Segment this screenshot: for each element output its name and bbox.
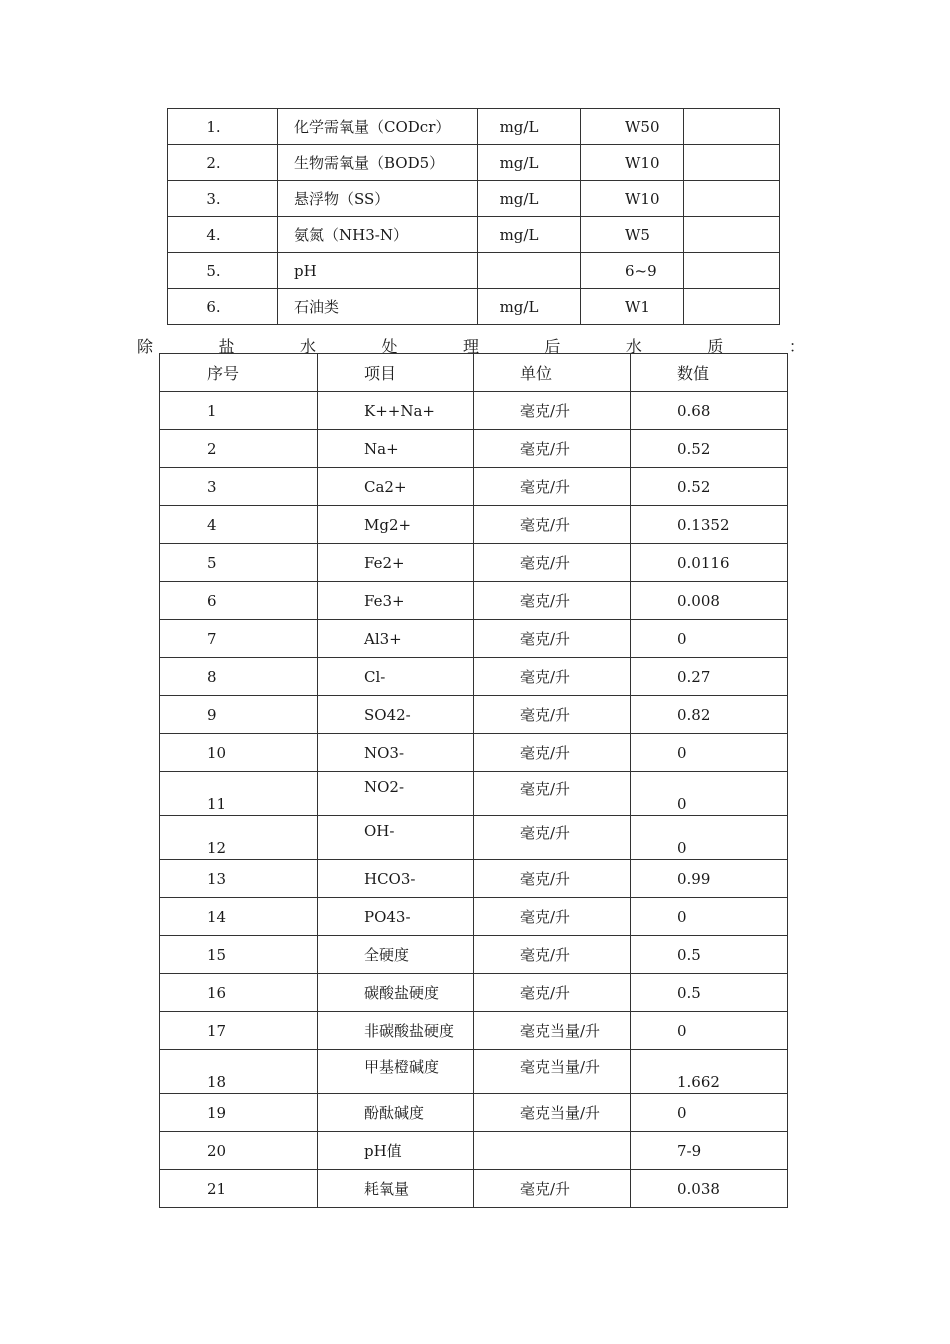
value: 0 xyxy=(631,898,788,936)
value: 0 xyxy=(631,816,788,860)
unit: 毫克/升 xyxy=(474,430,631,468)
unit: 毫克/升 xyxy=(474,506,631,544)
value: 0.82 xyxy=(631,696,788,734)
value: 0.5 xyxy=(631,936,788,974)
item-name: Na+ xyxy=(318,430,474,468)
table-row xyxy=(160,544,788,582)
value: 0.52 xyxy=(631,430,788,468)
note xyxy=(684,181,780,217)
table-row xyxy=(160,898,788,936)
row-number: 20 xyxy=(160,1132,318,1170)
row-number: 1 xyxy=(160,392,318,430)
limit-value: W10 xyxy=(581,145,684,181)
unit: 毫克/升 xyxy=(474,620,631,658)
heading-char: 水 xyxy=(299,337,316,356)
table-row xyxy=(168,181,780,217)
heading-char: 后 xyxy=(544,337,561,356)
unit: 毫克/升 xyxy=(474,582,631,620)
unit: mg/L xyxy=(478,145,581,181)
row-number: 1. xyxy=(168,109,278,145)
unit: 毫克当量/升 xyxy=(474,1012,631,1050)
row-number: 12 xyxy=(160,816,318,860)
unit: mg/L xyxy=(478,289,581,325)
item-name: 生物需氧量（BOD5） xyxy=(278,145,478,181)
table-row xyxy=(160,1132,788,1170)
item-name: HCO3- xyxy=(318,860,474,898)
table-row xyxy=(168,289,780,325)
unit: 毫克/升 xyxy=(474,544,631,582)
value: 7-9 xyxy=(631,1132,788,1170)
unit: 毫克/升 xyxy=(474,468,631,506)
table-row xyxy=(168,109,780,145)
table-row xyxy=(160,582,788,620)
value: 0 xyxy=(631,772,788,816)
table-row xyxy=(160,620,788,658)
row-number: 7 xyxy=(160,620,318,658)
row-number: 2 xyxy=(160,430,318,468)
unit: 毫克/升 xyxy=(474,1170,631,1208)
table-row xyxy=(160,1012,788,1050)
item-name: 悬浮物（SS） xyxy=(278,181,478,217)
item-name: OH- xyxy=(318,816,474,860)
item-name: pH值 xyxy=(318,1132,474,1170)
row-number: 16 xyxy=(160,974,318,1012)
row-number: 6 xyxy=(160,582,318,620)
item-name: Al3+ xyxy=(318,620,474,658)
table-row xyxy=(168,145,780,181)
item-name: 石油类 xyxy=(278,289,478,325)
heading-char: ： xyxy=(788,337,805,356)
heading-char: 除 xyxy=(137,337,154,356)
unit: 毫克当量/升 xyxy=(474,1050,631,1094)
value: 0 xyxy=(631,620,788,658)
note xyxy=(684,253,780,289)
unit: 毫克/升 xyxy=(474,658,631,696)
unit: 毫克/升 xyxy=(474,936,631,974)
note xyxy=(684,145,780,181)
table-row xyxy=(160,936,788,974)
value: 1.662 xyxy=(631,1050,788,1094)
heading-char: 理 xyxy=(462,337,479,356)
unit: mg/L xyxy=(478,217,581,253)
table-row xyxy=(160,658,788,696)
table-row xyxy=(160,772,788,816)
value: 0.99 xyxy=(631,860,788,898)
column-header: 单位 xyxy=(474,354,631,392)
unit: mg/L xyxy=(478,181,581,217)
item-name: Fe3+ xyxy=(318,582,474,620)
row-number: 9 xyxy=(160,696,318,734)
row-number: 2. xyxy=(168,145,278,181)
column-header: 项目 xyxy=(318,354,474,392)
table-row xyxy=(168,217,780,253)
table-row xyxy=(160,974,788,1012)
heading-char: 处 xyxy=(381,337,398,356)
table-row xyxy=(168,253,780,289)
unit: 毫克/升 xyxy=(474,974,631,1012)
row-number: 10 xyxy=(160,734,318,772)
row-number: 5. xyxy=(168,253,278,289)
table-row xyxy=(160,860,788,898)
unit xyxy=(474,1132,631,1170)
unit: 毫克/升 xyxy=(474,392,631,430)
limit-value: W10 xyxy=(581,181,684,217)
table-row xyxy=(160,696,788,734)
unit: 毫克/升 xyxy=(474,696,631,734)
note xyxy=(684,217,780,253)
value: 0.1352 xyxy=(631,506,788,544)
row-number: 19 xyxy=(160,1094,318,1132)
item-name: SO42- xyxy=(318,696,474,734)
item-name: Ca2+ xyxy=(318,468,474,506)
unit xyxy=(478,253,581,289)
item-name: Cl- xyxy=(318,658,474,696)
heading-char: 质 xyxy=(707,337,724,356)
item-name: 全硬度 xyxy=(318,936,474,974)
row-number: 4 xyxy=(160,506,318,544)
value: 0.27 xyxy=(631,658,788,696)
column-header: 数值 xyxy=(631,354,788,392)
unit: 毫克/升 xyxy=(474,772,631,816)
item-name: 化学需氧量（CODcr） xyxy=(278,109,478,145)
item-name: 酚酞碱度 xyxy=(318,1094,474,1132)
table-row xyxy=(160,1170,788,1208)
value: 0.008 xyxy=(631,582,788,620)
row-number: 18 xyxy=(160,1050,318,1094)
table-row xyxy=(160,392,788,430)
limit-value: W50 xyxy=(581,109,684,145)
item-name: 碳酸盐硬度 xyxy=(318,974,474,1012)
value: 0 xyxy=(631,734,788,772)
demineralized-water-quality-table xyxy=(159,353,788,1208)
row-number: 5 xyxy=(160,544,318,582)
item-name: 非碳酸盐硬度 xyxy=(318,1012,474,1050)
table-row xyxy=(160,430,788,468)
row-number: 3. xyxy=(168,181,278,217)
item-name: NO3- xyxy=(318,734,474,772)
value: 0 xyxy=(631,1012,788,1050)
row-number: 3 xyxy=(160,468,318,506)
value: 0.038 xyxy=(631,1170,788,1208)
item-name: 甲基橙碱度 xyxy=(318,1050,474,1094)
unit: 毫克/升 xyxy=(474,734,631,772)
unit: 毫克/升 xyxy=(474,816,631,860)
table-row xyxy=(160,816,788,860)
column-header: 序号 xyxy=(160,354,318,392)
note xyxy=(684,109,780,145)
table-row xyxy=(160,468,788,506)
value: 0.5 xyxy=(631,974,788,1012)
value: 0.52 xyxy=(631,468,788,506)
limit-value: W1 xyxy=(581,289,684,325)
value: 0 xyxy=(631,1094,788,1132)
heading-char: 盐 xyxy=(218,337,235,356)
item-name: K++Na+ xyxy=(318,392,474,430)
unit: 毫克/升 xyxy=(474,860,631,898)
row-number: 4. xyxy=(168,217,278,253)
unit: 毫克/升 xyxy=(474,898,631,936)
row-number: 8 xyxy=(160,658,318,696)
item-name: PO43- xyxy=(318,898,474,936)
discharge-standard-table xyxy=(167,108,780,325)
row-number: 17 xyxy=(160,1012,318,1050)
unit: 毫克当量/升 xyxy=(474,1094,631,1132)
item-name: 氨氮（NH3-N） xyxy=(278,217,478,253)
item-name: 耗氧量 xyxy=(318,1170,474,1208)
table-row xyxy=(160,1050,788,1094)
item-name: NO2- xyxy=(318,772,474,816)
row-number: 15 xyxy=(160,936,318,974)
row-number: 21 xyxy=(160,1170,318,1208)
row-number: 11 xyxy=(160,772,318,816)
table-row xyxy=(160,734,788,772)
row-number: 13 xyxy=(160,860,318,898)
row-number: 14 xyxy=(160,898,318,936)
unit: mg/L xyxy=(478,109,581,145)
item-name: Mg2+ xyxy=(318,506,474,544)
limit-value: W5 xyxy=(581,217,684,253)
header-row xyxy=(160,354,788,392)
item-name: pH xyxy=(278,253,478,289)
value: 0.68 xyxy=(631,392,788,430)
note xyxy=(684,289,780,325)
table-row xyxy=(160,1094,788,1132)
item-name: Fe2+ xyxy=(318,544,474,582)
limit-value: 6~9 xyxy=(581,253,684,289)
heading-char: 水 xyxy=(625,337,642,356)
row-number: 6. xyxy=(168,289,278,325)
value: 0.0116 xyxy=(631,544,788,582)
table-row xyxy=(160,506,788,544)
